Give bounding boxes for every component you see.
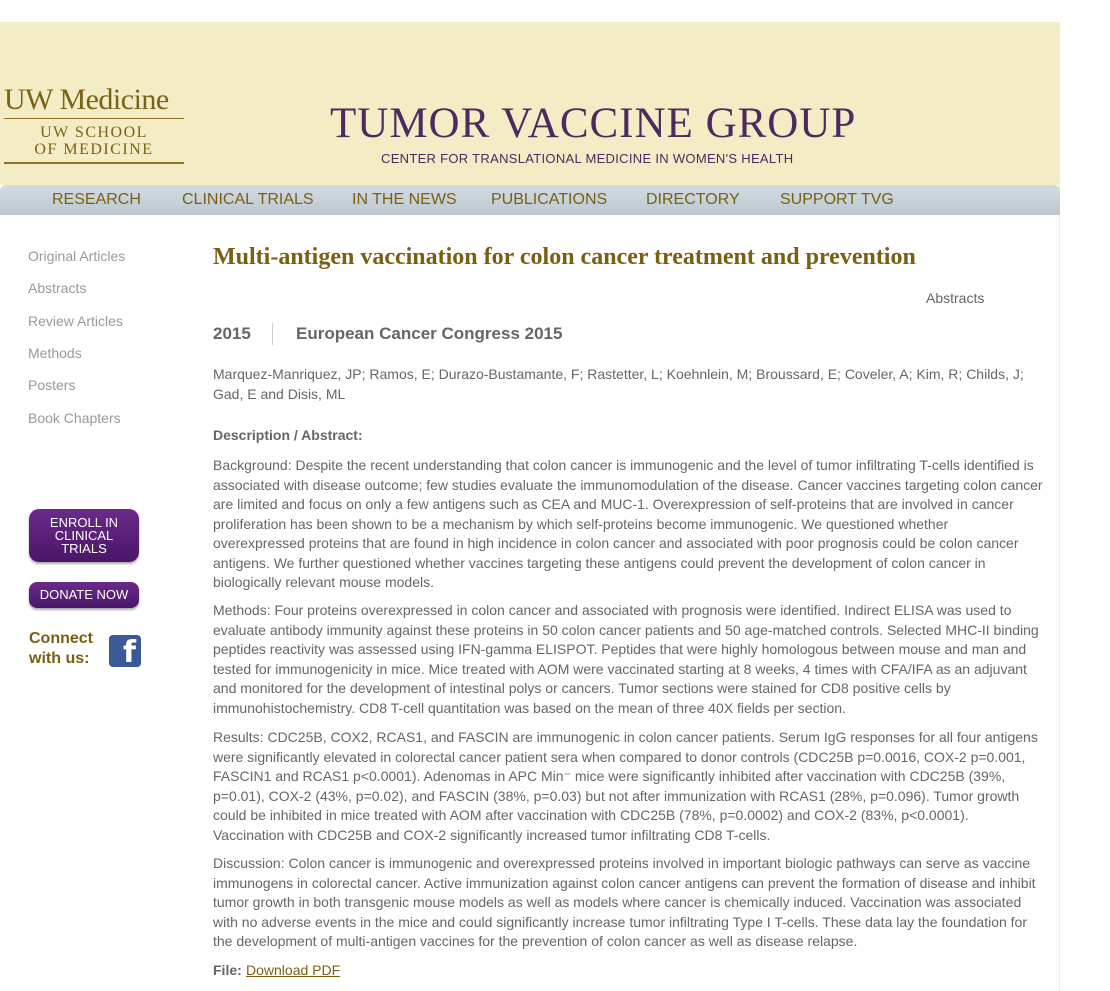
authors: Marquez-Manriquez, JP; Ramos, E; Durazo-Bustamante, F; Rastetter, L; Koehnlein, M; Broussard, E; Coveler, A; Kim, R; Childs, J; Gad, E and Disis, ML (213, 366, 1024, 402)
group-subtitle: CENTER FOR TRANSLATIONAL MEDICINE IN WOMEN'S HEALTH (381, 151, 794, 166)
sidebar-item-book-chapters[interactable]: Book Chapters (28, 410, 121, 426)
logo-underline (4, 162, 184, 164)
abstract-background: Background: Despite the recent understanding that colon cancer is immunogenic and the level of tumor infiltrating T-cells identified is associated with disease outcome; few studies evaluate the immunomodulation of the disease. Cancer vaccines targeting colon cancer are limited and focus on only a few antigens such as CEA and MUC-1. Overexpression of self-proteins that are involved in cancer proliferation has been shown to be a mechanism by which self-proteins become immunogenic. We questioned whether overexpressed proteins that are found in high incidence in colon cancer and associated with poor prognosis could be colon cancer antigens. We further questioned whether vaccines targeting these antigens could prevent the development of colon cancer in biologically relevant mouse models. (213, 457, 1043, 590)
connect-line1: Connect (29, 630, 93, 647)
site-header (0, 22, 1060, 185)
page (0, 22, 1060, 991)
enroll-line3: TRIALS (61, 541, 107, 556)
meta-divider (272, 323, 273, 345)
nav-support-tvg[interactable]: SUPPORT TVG (780, 191, 894, 208)
nav-publications[interactable]: PUBLICATIONS (491, 191, 608, 208)
category-link[interactable]: Abstracts (926, 290, 985, 306)
download-pdf-link[interactable]: Download PDF (246, 962, 341, 978)
nav-in-the-news[interactable]: IN THE NEWS (352, 191, 457, 208)
conference-name: European Cancer Congress 2015 (296, 324, 563, 343)
donate-now-button[interactable]: DONATE NOW (29, 582, 139, 608)
main-nav (0, 185, 1060, 215)
uw-school-line1: UW SCHOOL (40, 124, 148, 141)
sidebar-item-original-articles[interactable]: Original Articles (28, 248, 126, 264)
connect-line2: with us: (29, 650, 90, 667)
connect-label (29, 629, 93, 669)
logo-divider (4, 118, 184, 119)
nav-research[interactable]: RESEARCH (52, 191, 141, 208)
article-title: Multi-antigen vaccination for colon cancer treatment and prevention (213, 244, 916, 270)
description-heading: Description / Abstract: (213, 427, 363, 443)
file-label: File: (213, 962, 242, 978)
abstract-discussion: Discussion: Colon cancer is immunogenic and overexpressed proteins involved in important biologic pathways can serve as vaccine immunogens in colorectal cancer. Active immunization against colon cancer antigens can prevent the formation of disease and inhibit tumor growth in both transgenic mouse models as well as models where cancer is chemically induced. Vaccination was associated with no adverse events in the mice and could significantly increase tumor infiltrating Type I T-cells. These data lay the foundation for the development of multi-antigen vaccines for the prevention of colon cancer as well as disease relapse. (213, 855, 1036, 949)
abstract-results: Results: CDC25B, COX2, RCAS1, and FASCIN are immunogenic in colon cancer patients. Serum IgG responses for all four antigens were significantly elevated in colorectal cancer patient sera when compared to donor controls (CDC25B p=0.0016, COX-2 p=0.001, FASCIN1 and RCAS1 p<0.0001). Adenomas in APC Min⁻ mice were significantly inhibited after vaccination with CDC25B (39%, p=0.01), COX-2 (43%, p=0.02), and FASCIN (38%, p=0.03) but not after immunization with RCAS1 (28%, p=0.096). Tumor growth could be inhibited in mice treated with AOM after vaccination with CDC25B (78%, p=0.0002) and COX-2 (83%, p<0.0001). Vaccination with CDC25B and COX-2 significantly increased tumor infiltrating CD8 T-cells. (213, 729, 1038, 843)
publication-year: 2015 (213, 324, 251, 343)
abstract-methods: Methods: Four proteins overexpressed in colon cancer and associated with prognosis were identified. Indirect ELISA was used to evaluate antibody immunity against these proteins in 50 colon cancer patients and 50 age-matched controls. Selected MHC-II binding peptides reactivity was assessed using IFN-gamma ELISPOT. Peptides that were highly homologous between mouse and man and tested for immunogenicity in mice. Mice treated with AOM were vaccinated starting at 8 weeks, 4 times with CFA/IFA as an adjuvant and monitored for the development of intestinal polys or cancers. Tumor sections were stained for CD8 positive cells by immunohistochemistry. CD8 T-cell quantitation was based on the mean of three 40X fields per section. (213, 602, 1039, 716)
enroll-clinical-trials-button[interactable] (29, 509, 139, 562)
group-title[interactable]: TUMOR VACCINE GROUP (330, 100, 857, 147)
nav-directory[interactable]: DIRECTORY (646, 191, 740, 208)
sidebar-item-posters[interactable]: Posters (28, 377, 76, 393)
uw-brand: UW Medicine (4, 83, 169, 116)
sidebar-item-review-articles[interactable]: Review Articles (28, 313, 123, 329)
facebook-icon[interactable]: f (109, 635, 141, 667)
uw-medicine-logo[interactable] (4, 84, 184, 164)
enroll-line1: ENROLL IN (49, 515, 119, 530)
sidebar-item-abstracts[interactable]: Abstracts (28, 280, 87, 296)
uw-school-line2: OF MEDICINE (34, 141, 154, 158)
enroll-line2: CLINICAL (54, 528, 114, 543)
sidebar-item-methods[interactable]: Methods (28, 345, 82, 361)
nav-clinical-trials[interactable]: CLINICAL TRIALS (182, 191, 314, 208)
